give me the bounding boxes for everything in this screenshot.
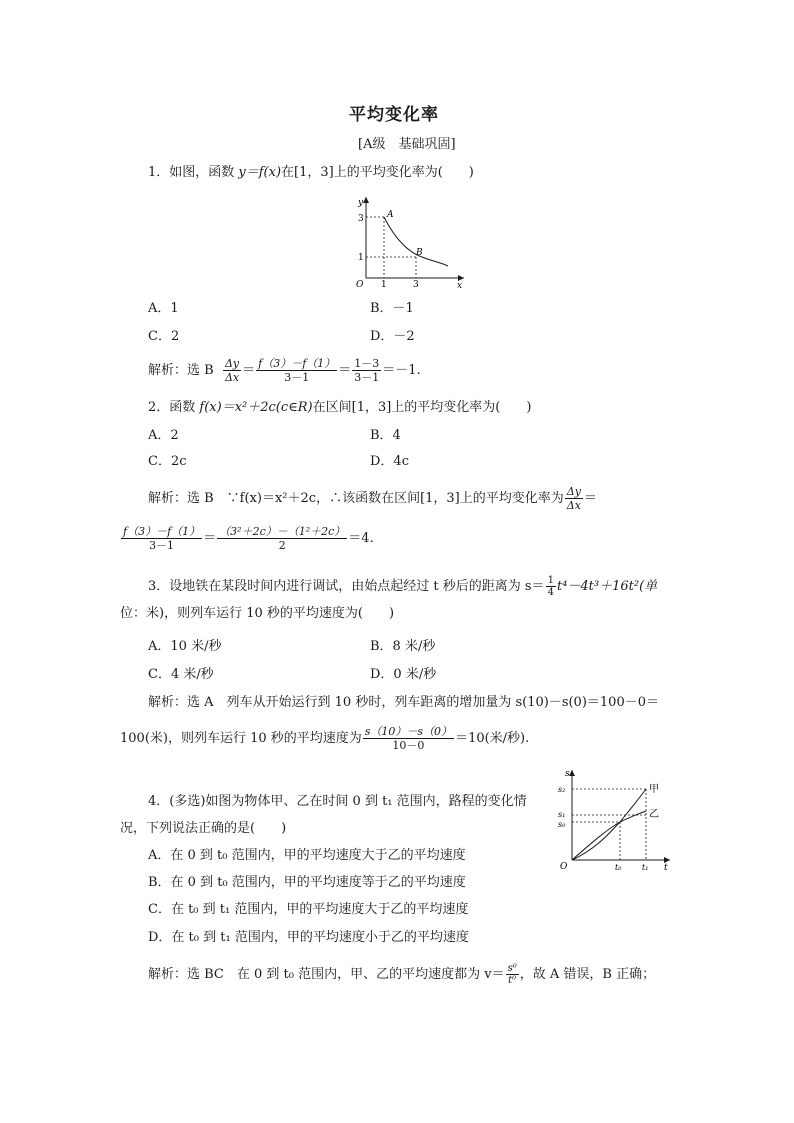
q2-frac-f: $\frac{f(3)-f(1)}{3-1}$	[123, 525, 201, 552]
q1-graph-point-a: A	[387, 210, 394, 220]
q4-graph-origin: O	[560, 862, 568, 872]
q2-option-c: C．2c	[148, 454, 187, 469]
q3-frac-quarter: $\frac{1}{4}$	[547, 575, 554, 598]
q3-analysis-line2: 100(米)，则列车运行 10 秒的平均速度为 $\frac{s(10)-s(0)}{10-0}$ ＝10(米/秒).	[120, 725, 530, 752]
q1-graph-x-label: x	[457, 281, 463, 289]
q4-graph-s1: s₁	[558, 810, 566, 819]
q1-graph-tick-x1: 1	[381, 280, 387, 289]
q1-analysis-label: 解析：选 B	[148, 363, 214, 378]
q4-graph-t-label: t	[664, 863, 668, 872]
q3-stem-line2: 位：米)，则列车运行 10 秒的平均速度为( )	[120, 606, 395, 621]
q1-stem	[148, 164, 474, 182]
q2-analysis-line1: 解析：选 B ∵f(x)＝x²＋2c，∴该函数在区间[1，3]上的平均变化率为 $\frac{\Delta y}{\Delta x}$ ＝	[148, 485, 597, 512]
q4-option-b: B．在 0 到 t₀ 范围内，甲的平均速度等于乙的平均速度	[148, 875, 466, 890]
q1-graph-origin: O	[356, 280, 364, 289]
q2-analysis-line2: $\frac{f(3)-f(1)}{3-1}$ ＝ $\frac{\text{（3²＋2c）－（1²＋2c）}}{2}$ ＝4.	[123, 525, 374, 552]
q1-frac-values: $\frac{1-3}{3-1}$	[354, 357, 380, 384]
q2-stem-function: f(x)＝x²＋2c(c∈R)	[199, 400, 313, 415]
q4-graph-t1: t₁	[642, 863, 649, 872]
q4-option-d: D．在 t₀ 到 t₁ 范围内，甲的平均速度小于乙的平均速度	[148, 930, 469, 945]
q4-graph-yi: 乙	[649, 809, 659, 820]
q1-option-a: A．1	[148, 301, 179, 316]
q1-frac-f: $\frac{f(3)-f(1)}{3-1}$	[258, 357, 336, 384]
q3-result: ＝10(米/秒).	[455, 731, 530, 746]
q1-graph-tick-x3: 3	[413, 280, 419, 289]
q2-result: ＝4.	[348, 531, 374, 546]
q3-option-a: A．10 米/秒	[148, 639, 222, 654]
q3-analysis-line1: 解析：选 A 列车从开始运行到 10 秒时，列车距离的增加量为 s(10)－s(0)＝100－0＝	[148, 695, 659, 710]
q4-graph-jia: 甲	[649, 784, 659, 795]
q2-frac-values: $\frac{\text{（3²＋2c）－（1²＋2c）}}{2}$	[219, 525, 346, 552]
q1-graph	[352, 193, 468, 289]
q2-frac-delta: $\frac{\Delta y}{\Delta x}$	[566, 485, 581, 512]
q1-stem-text-b: 在[1，3]上的平均变化率为( )	[281, 165, 474, 180]
q1-graph-y-label: y	[358, 198, 364, 208]
q3-option-c: C．4 米/秒	[148, 667, 214, 682]
q4-stem-line1: 4．(多选)如图为物体甲、乙在时间 0 到 t₁ 范围内，路程的变化情	[148, 794, 527, 809]
level-heading: [A级 基础巩固]	[358, 137, 456, 152]
q1-analysis: 解析：选 B $\frac{\Delta y}{\Delta x}$ ＝ $\frac{f(3)-f(1)}{3-1}$ ＝ $\frac{1-3}{3-1}$ ＝－1.	[148, 357, 421, 384]
q3-frac-speed: $\frac{s(10)-s(0)}{10-0}$	[364, 725, 453, 752]
q3-stem-line1: 3．设地铁在某段时间内进行调试，由始点起经过 t 秒后的距离为 s＝ $\frac{1}{4}$ t⁴－4t³＋16t²(单	[148, 575, 658, 598]
q1-graph-tick-y3: 3	[358, 214, 364, 224]
q4-stem-line2: 况，下列说法正确的是( )	[120, 821, 287, 836]
q1-graph-point-b: B	[416, 248, 423, 258]
q1-stem-function: y＝f(x)	[238, 165, 282, 180]
q4-option-a: A．在 0 到 t₀ 范围内，甲的平均速度大于乙的平均速度	[148, 848, 466, 863]
q4-analysis: 解析：选 BC 在 0 到 t₀ 范围内，甲、乙的平均速度都为 v＝ $\frac{\text{s⁰}}{\text{t⁰}}$ ，故 A 错误，B 正确；	[148, 963, 656, 986]
q1-option-c: C．2	[148, 329, 180, 344]
q2-option-a: A．2	[148, 428, 179, 443]
q3-option-d: D．0 米/秒	[370, 667, 437, 682]
q4-graph-s2: s₂	[558, 785, 566, 794]
q1-graph-tick-y1: 1	[358, 253, 364, 263]
q2-option-d: D．4c	[370, 454, 409, 469]
q4-graph	[558, 764, 676, 872]
q1-option-d: D．－2	[370, 329, 415, 344]
q1-stem-text-a: 1．如图，函数	[148, 165, 239, 180]
q4-option-c: C．在 t₀ 到 t₁ 范围内，甲的平均速度大于乙的平均速度	[148, 902, 469, 917]
q2-stem: 2．函数 f(x)＝x²＋2c(c∈R)在区间[1，3]上的平均变化率为( )	[148, 400, 532, 415]
q4-graph-s0: s₀	[558, 820, 566, 829]
q4-graph-t0: t₀	[615, 863, 622, 872]
q4-graph-s-label: s	[565, 769, 570, 779]
q3-option-b: B．8 米/秒	[370, 639, 436, 654]
page-title: 平均变化率	[349, 105, 439, 125]
q1-option-b: B．－1	[370, 301, 414, 316]
q4-frac-v: $\frac{\text{s⁰}}{\text{t⁰}}$	[507, 963, 517, 986]
q1-frac-delta: $\frac{\Delta y}{\Delta x}$	[224, 357, 240, 384]
q2-option-b: B．4	[370, 428, 401, 443]
q1-result: ＝－1.	[382, 363, 421, 378]
